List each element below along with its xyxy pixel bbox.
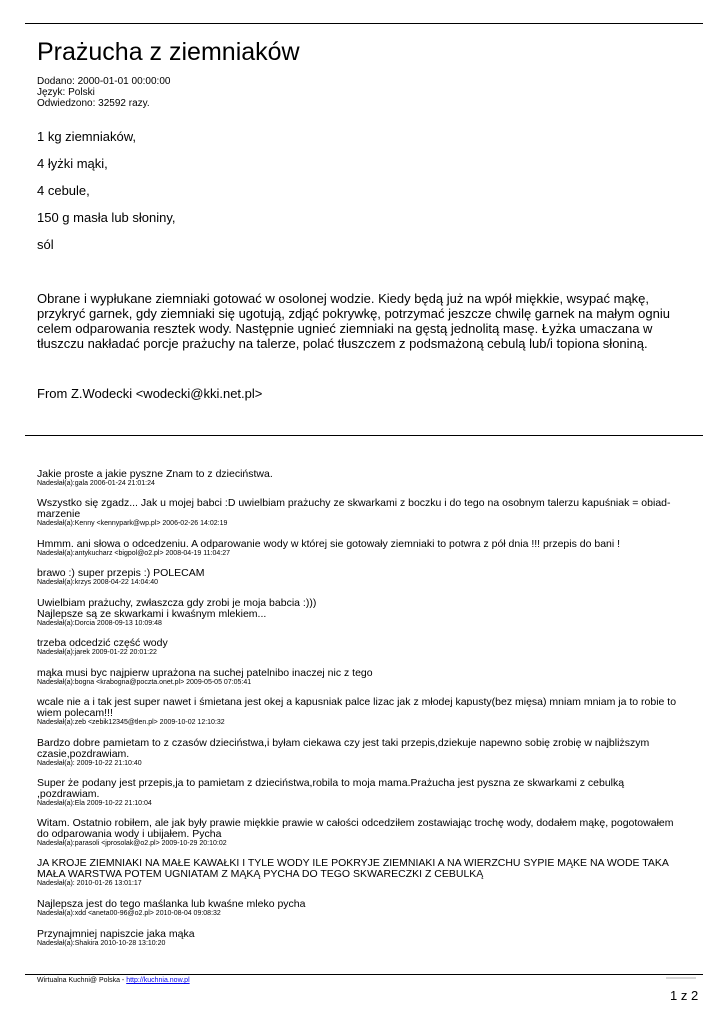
comment-text: trzeba odcedzić część wody (37, 637, 168, 649)
ingredient-item: 4 cebule, (37, 183, 90, 198)
ingredient-item: sól (37, 237, 54, 252)
comment (37, 778, 677, 808)
comment-meta: Nadesłał(a):zeb <zebik12345@tlen.pl> 2009-10-02 12:10:32 (37, 719, 225, 726)
comment-meta: Nadesłał(a): 2010-01-26 13:01:17 (37, 880, 142, 887)
comment (37, 469, 677, 488)
comment-meta: Nadesłał(a):Ela 2009-10-22 21:10:04 (37, 800, 152, 807)
recipe-meta (37, 76, 170, 109)
comment-meta: Nadesłał(a):xdd <aneta00-96@o2.pl> 2010-08-04 09:08:32 (37, 910, 221, 917)
comment-text: Jakie proste a jakie pyszne Znam to z dzieciństwa. (37, 468, 273, 480)
comments-divider (25, 435, 703, 436)
comment (37, 818, 677, 848)
top-divider (25, 23, 703, 24)
comment-text: Najlepsza jest do tego maślanka lub kwaśne mleko pycha (37, 898, 306, 910)
comment-meta: Nadesłał(a):gala 2006-01-24 21:01:24 (37, 480, 155, 487)
comment (37, 738, 677, 768)
comment (37, 539, 677, 558)
language: Język: Polski (37, 87, 95, 98)
comment-meta: Nadesłał(a):jarek 2009-01-22 20:01:22 (37, 649, 157, 656)
comment-text: wcale nie a i tak jest super nawet i śmietana jest okej a kapusniak palce lizac jak z młodej kapusty(bez mięsa) mniam mniam ja to robie to wiem polecam!!! (37, 696, 677, 719)
comment (37, 899, 677, 918)
comment-text: Witam. Ostatnio robiłem, ale jak były prawie miękkie prawie w całości odcedziłem zostawiając trochę wody, dodałem mąkę, pogotowałem do odparowania wody i ubijałem. Pycha (37, 817, 674, 840)
comment (37, 697, 677, 727)
comment (37, 638, 677, 657)
comment-text: brawo :) super przepis :) POLECAM (37, 567, 205, 579)
comment-text: Hmmm. ani słowa o odcedzeniu. A odparowanie wody w której sie gotowały ziemniaki to potwra z pół dnia !!! przepis do bani ! (37, 538, 621, 550)
footer-site-link[interactable]: http://kuchnia.now.pl (126, 977, 190, 984)
comment-meta: Nadesłał(a):antykucharz <bigpol@o2.pl> 2008-04-19 11:04:27 (37, 550, 230, 557)
comment-text: Super że podany jest przepis,ja to pamietam z dzieciństwa,robila to moja mama.Prażucha jest pyszna ze skwarkami z cebulką ,pozdrawiam. (37, 777, 625, 800)
comment (37, 598, 677, 628)
added-date: Dodano: 2000-01-01 00:00:00 (37, 76, 171, 87)
page-number: 1 z 2 (670, 988, 699, 1003)
footer-site-name: Wirtualna Kuchni@ Polska - (37, 977, 127, 984)
comment-meta: Nadesłał(a):Kenny <kennypark@wp.pl> 2006-02-26 14:02:19 (37, 520, 228, 527)
comment-text: Przynajmniej napiszcie jaka mąka (37, 928, 195, 940)
ingredient-item: 150 g masła lub słoniny, (37, 210, 176, 225)
comment-meta: Nadesłał(a):Shakira 2010-10-28 13:10:20 (37, 940, 166, 947)
comment (37, 568, 677, 587)
visit-count: Odwiedzono: 32592 razy. (37, 98, 150, 109)
comment-text: JA KROJE ZIEMNIAKI NA MAŁE KAWAŁKI I TYLE WODY ILE POKRYJE ZIEMNIAKI A NA WIERZCHU SYPIE MĄKE NA WODE TAKA MAŁA WARSTWA POTEM UGNIATAM Z MĄKĄ PYCHA DO TEGO SKWARECZKI Z CEBULKĄ (37, 857, 669, 880)
footer-faint-mark (666, 977, 696, 979)
footer-divider (25, 974, 703, 975)
comment-meta: Nadesłał(a):bogna <krabogna@poczta.onet.pl> 2009-05-05 07:05:41 (37, 679, 252, 686)
comment (37, 668, 677, 687)
comment-meta: Nadesłał(a):parasoli <jprosolak@o2.pl> 2009-10-29 20:10:02 (37, 840, 227, 847)
comment-text: Uwielbiam prażuchy, zwłaszcza gdy zrobi je moja babcia :))) Najlepsze są ze skwarkami i kwaśnym mlekiem... (37, 597, 317, 620)
footer (37, 977, 190, 984)
comment-meta: Nadesłał(a): 2009-10-22 21:10:40 (37, 760, 142, 767)
comment-meta: Nadesłał(a):krzys 2008-04-22 14:04:40 (37, 579, 159, 586)
ingredient-item: 1 kg ziemniaków, (37, 129, 136, 144)
ingredient-item: 4 łyżki mąki, (37, 156, 108, 171)
comment-text: Wszystko się zgadz... Jak u mojej babci :D uwielbiam prażuchy ze skwarkami z boczku i do tego na osobnym talerzu kapuśniak = obiad-marzenie (37, 497, 671, 520)
recipe-author: From Z.Wodecki <wodecki@kki.net.pl> (37, 386, 263, 401)
page-title: Prażucha z ziemniaków (37, 38, 300, 66)
comment (37, 498, 677, 528)
instructions: Obrane i wypłukane ziemniaki gotować w osolonej wodzie. Kiedy będą już na wpół miękkie, wsypać mąkę, przykryć garnek, gdy ziemniaki się ugotują, zdjąć pokrywkę, potrzymać jeszcze chwilę garnek na małym ogniu celem odparowania resztek wody. Następnie ugnieć ziemniaki na gęstą jednolitą masę. Łyżka umaczana w tłuszczu nakładać porcje prażuchy na talerze, polać tłuszczem z podsmażoną cebulą lub/i topiona słoniną. (37, 291, 670, 351)
comment (37, 858, 677, 888)
comment (37, 929, 677, 948)
comment-text: mąka musi byc najpierw uprażona na suchej patelnibo inaczej nic z tego (37, 667, 373, 679)
comment-text: Bardzo dobre pamietam to z czasów dzieciństwa,i byłam ciekawa czy jest taki przepis,dziekuje napewno sobię zrobię w najbliższym czasie,pozdrawiam. (37, 737, 650, 760)
comment-meta: Nadesłał(a):Dorcia 2008-09-13 10:09:48 (37, 620, 162, 627)
